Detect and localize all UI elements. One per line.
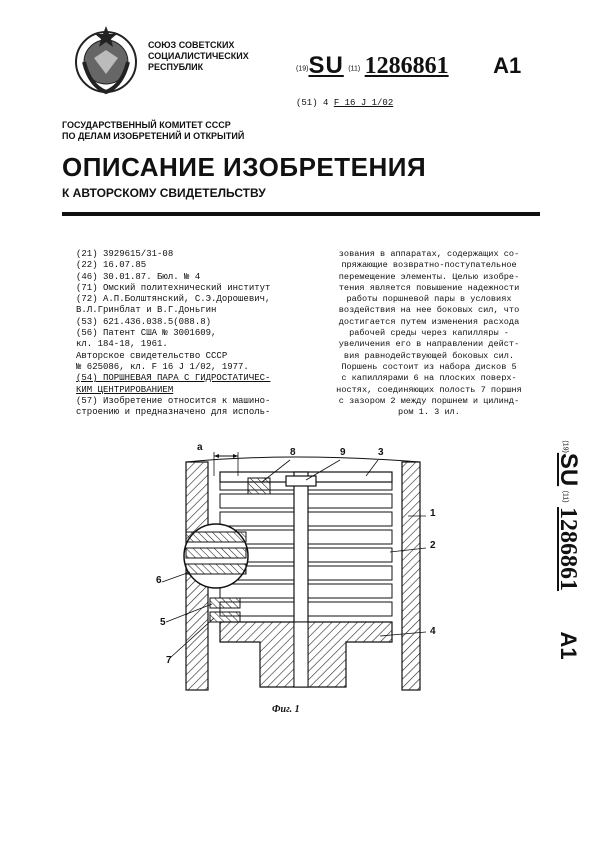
biblio-line: № 625086, кл. F 16 J 1/02, 1977.	[76, 361, 249, 372]
council-line: СОЮЗ СОВЕТСКИХ	[148, 40, 235, 50]
biblio-line: (53) 621.436.038.5(088.8)	[76, 316, 212, 327]
abstract-line: работы поршневой пары в условиях	[346, 294, 512, 305]
abstract-line: ностях, соединяющих полость 7 поршня	[336, 384, 522, 395]
biblio-line: (57) Изобретение относится к машино-	[76, 395, 271, 406]
ipc-code: F 16 J 1/02	[333, 98, 394, 108]
abstract-line: увеличения его в направлении дейст-	[338, 339, 520, 350]
abstract-line: ром 1. 3 ил.	[398, 407, 460, 418]
callout-1: 1	[430, 508, 436, 519]
document-subtitle: К АВТОРСКОМУ СВИДЕТЕЛЬСТВУ	[62, 186, 266, 200]
callout-8: 8	[290, 447, 296, 458]
vertical-kind-code: A1	[556, 631, 581, 660]
biblio-line: строению и предназначено для исполь-	[76, 407, 271, 418]
disk-5	[210, 598, 240, 608]
abstract-line: пряжающие возвратно-поступательное	[341, 260, 517, 271]
vertical-patent-number	[548, 420, 588, 680]
abstract-text	[310, 249, 548, 418]
cavity-7	[210, 612, 240, 622]
vertical-patent-number-value: 1286861	[555, 507, 581, 592]
biblio-line: КИМ ЦЕНТРИРОВАНИЕМ	[76, 384, 174, 395]
abstract-line: перемещение элементы. Целью изобре-	[338, 271, 520, 282]
abstract-line: зования в аппаратах, содержащих со-	[338, 249, 520, 259]
ipc-classification	[296, 98, 393, 108]
abstract-line: с зазором 2 между поршнем и цилинд-	[338, 395, 520, 406]
abstract-line: рабочей среды через капилляры -	[349, 328, 509, 339]
callout-4: 4	[430, 626, 436, 637]
rod-head-9	[286, 476, 316, 486]
ipc-prefix: (51) 4	[296, 98, 329, 108]
vertical-country-code: SU	[555, 452, 582, 487]
biblio-line: (54) ПОРШНЕВАЯ ПАРА С ГИДРОСТАТИЧЕС-	[76, 373, 271, 384]
committee-line: ГОСУДАРСТВЕННЫЙ КОМИТЕТ СССР	[62, 120, 231, 130]
kind-code: A1	[493, 53, 522, 78]
biblio-line: (56) Патент США № 3001609,	[76, 328, 217, 339]
biblio-line: Авторское свидетельство СССР	[76, 350, 228, 361]
abstract-line: достигается путем изменения расхода	[338, 316, 520, 327]
callout-7: 7	[166, 655, 172, 666]
committee-line: ПО ДЕЛАМ ИЗОБРЕТЕНИЙ И ОТКРЫТИЙ	[62, 131, 245, 141]
abstract-line: Поршень состоит из набора дисков 5	[341, 361, 517, 372]
biblio-line: (71) Омский политехнический институт	[76, 282, 271, 293]
callout-9: 9	[340, 447, 346, 458]
abstract-line: вия равнодействующей боковых сил.	[343, 350, 515, 361]
committee-name	[62, 120, 244, 142]
document-title: ОПИСАНИЕ ИЗОБРЕТЕНИЯ	[62, 152, 427, 182]
biblio-line: В.Л.Гринблат и В.Г.Доньгин	[76, 305, 217, 316]
council-name	[148, 40, 249, 73]
title-rule	[62, 212, 540, 216]
country-code: SU	[308, 52, 344, 79]
bibliographic-data	[76, 249, 306, 418]
callout-a: a	[197, 442, 203, 453]
abstract-line: с капиллярами 6 на плоских поверх-	[341, 373, 517, 384]
callout-5: 5	[160, 617, 166, 628]
council-line: СОЦИАЛИСТИЧЕСКИХ	[148, 51, 249, 61]
biblio-line: (46) 30.01.87. Бюл. № 4	[76, 271, 201, 282]
patent-number: 1286861	[364, 53, 449, 79]
biblio-line: (21) 3929615/31-08	[76, 249, 174, 259]
figure-1-drawing	[140, 432, 430, 702]
callout-2: 2	[430, 540, 436, 551]
ussr-emblem	[70, 22, 142, 98]
abstract-line: воздействия на нее боковых сил, что	[338, 305, 520, 316]
vertical-inid-19: (19)	[561, 440, 569, 453]
callout-6: 6	[156, 575, 162, 586]
fitting-8	[248, 478, 270, 494]
inid-11: (11)	[348, 65, 361, 73]
inid-19: (19)	[296, 65, 309, 73]
vertical-inid-11: (11)	[561, 490, 569, 503]
patent-heading	[296, 52, 521, 80]
biblio-line: (22) 16.07.85	[76, 260, 147, 271]
detail-capillaries	[186, 532, 246, 574]
biblio-line: кл. 184-18, 1961.	[76, 339, 168, 350]
council-line: РЕСПУБЛИК	[148, 62, 204, 72]
abstract-line: тения является повышение надежности	[338, 282, 520, 293]
cylinder-wall-right	[402, 462, 420, 690]
callout-3: 3	[378, 447, 384, 458]
figure-caption: Фиг. 1	[272, 704, 300, 715]
biblio-line: (72) А.П.Болштянский, С.Э.Дорошевич,	[76, 294, 271, 305]
